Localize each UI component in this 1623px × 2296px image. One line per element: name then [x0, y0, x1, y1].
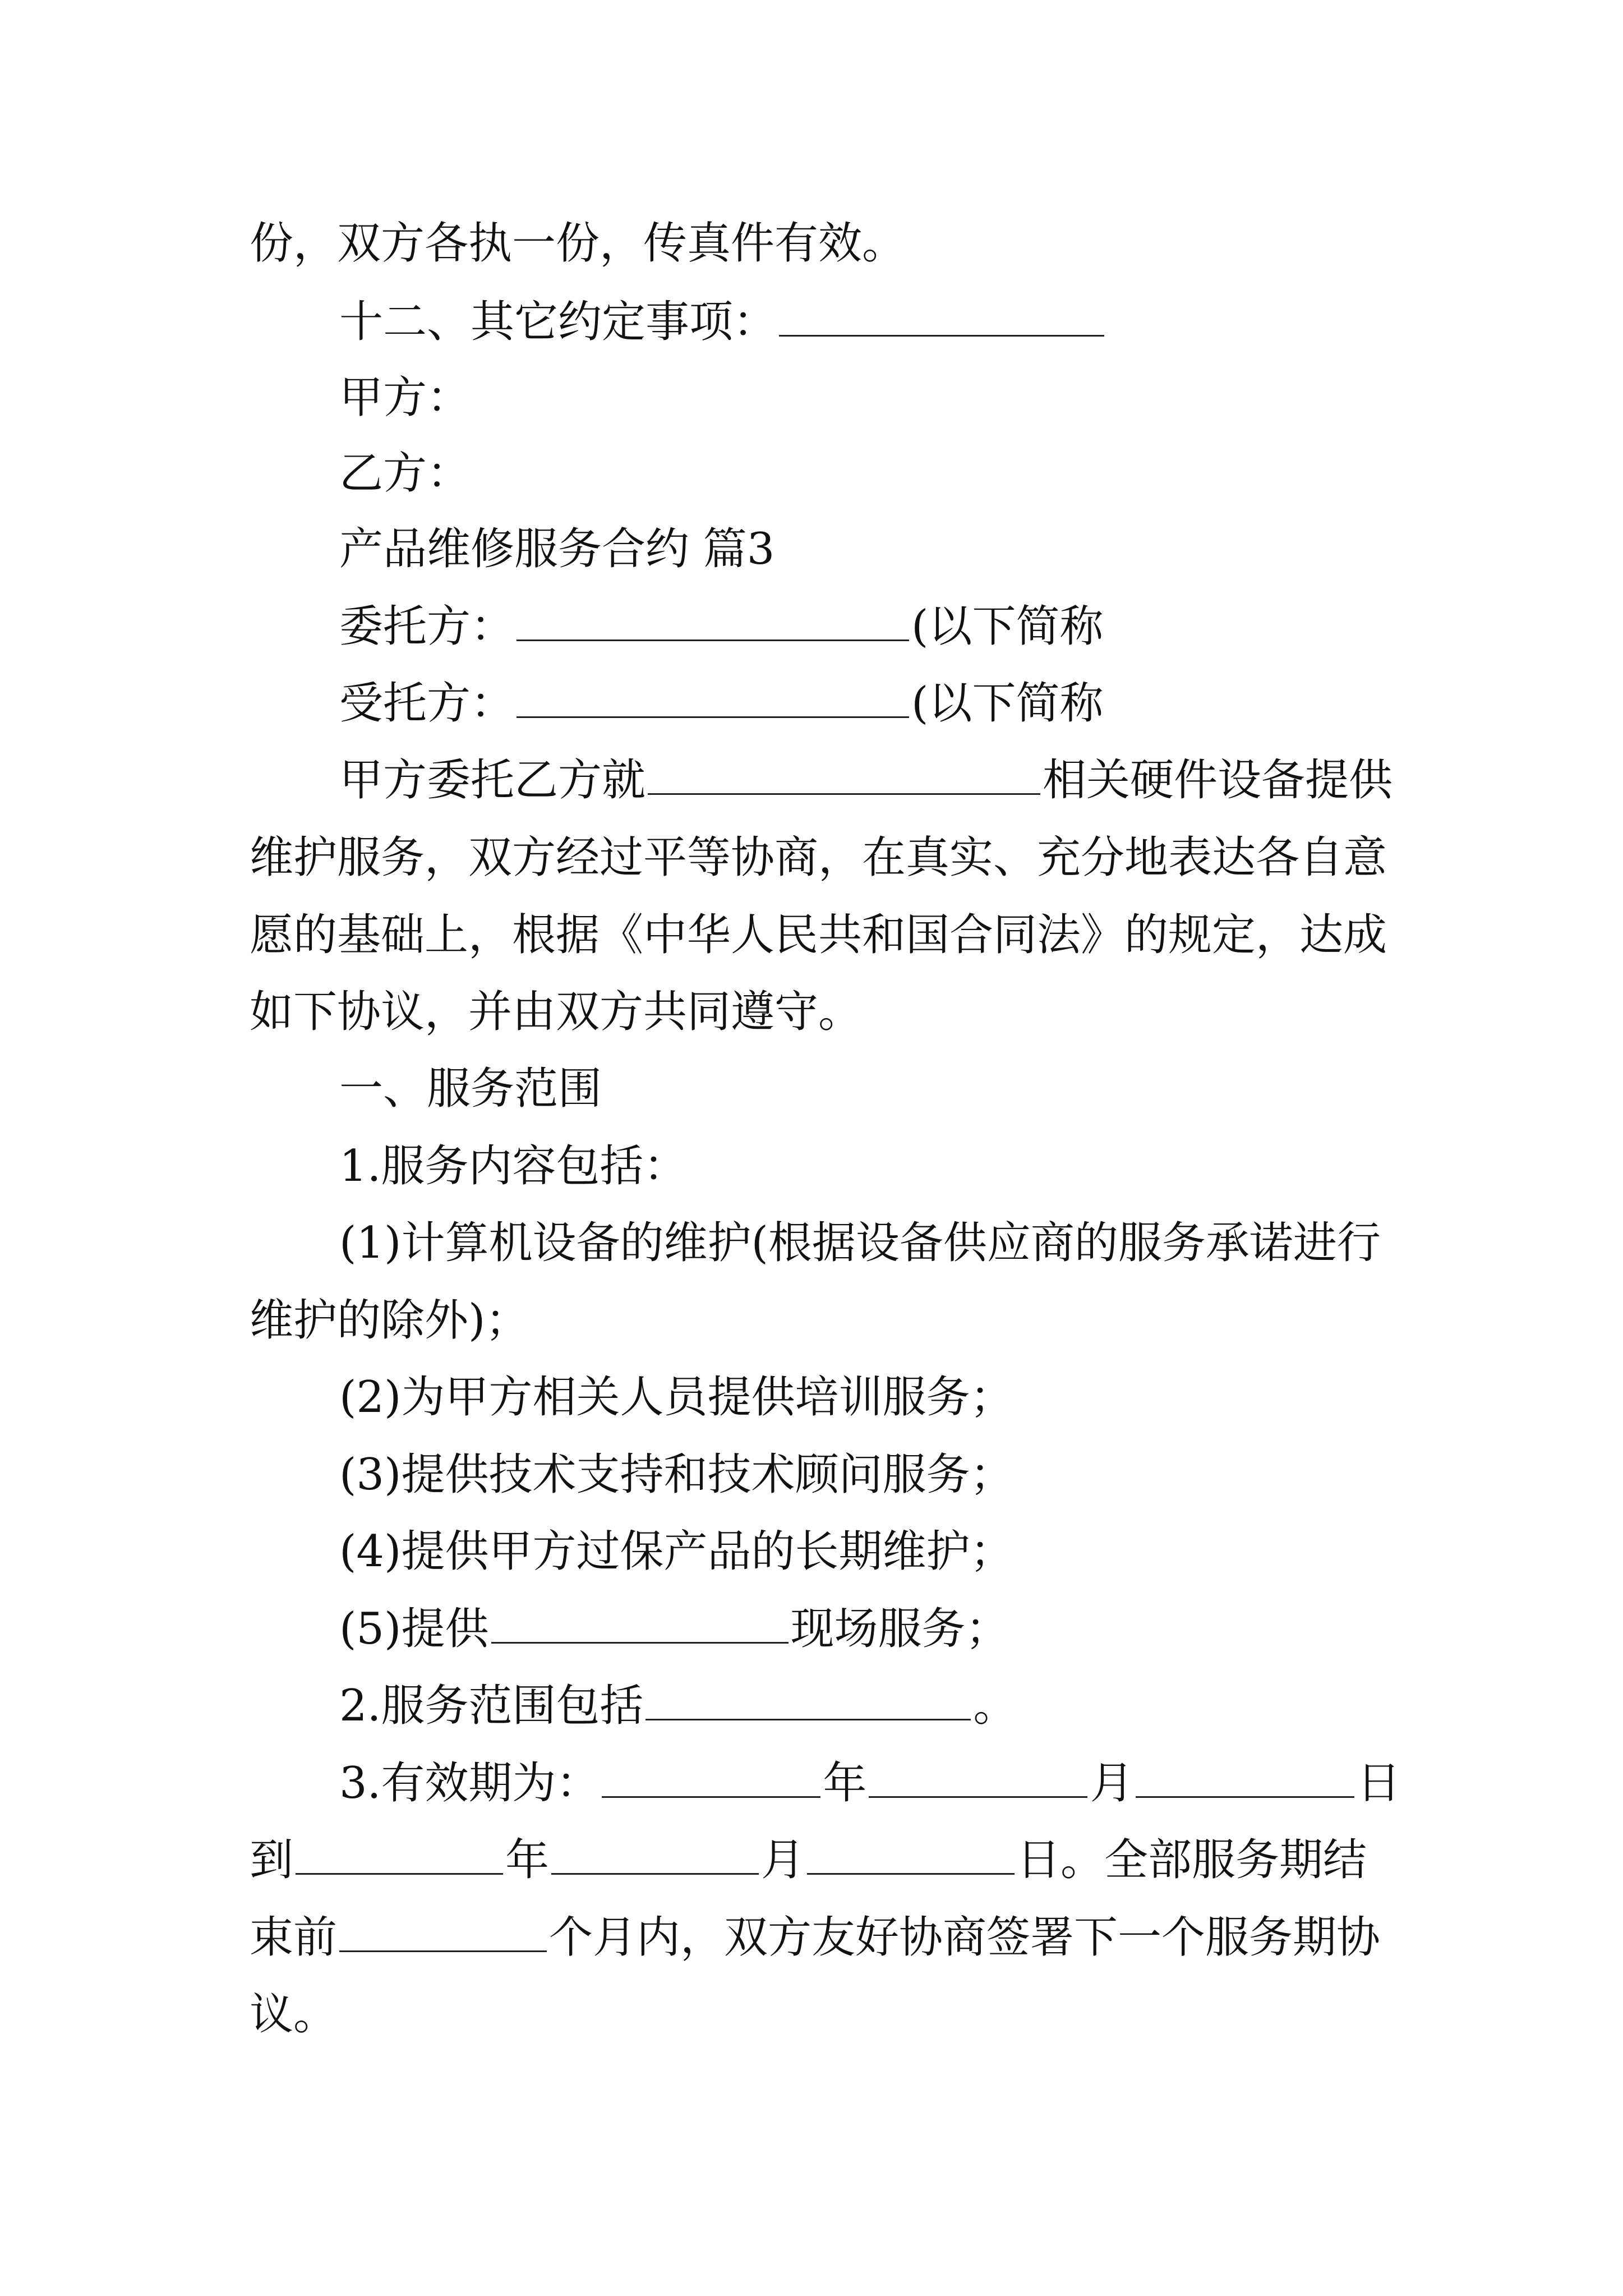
text: 维护的除外)； [250, 1295, 529, 1346]
text: 年 [505, 1835, 550, 1885]
blank-field[interactable] [645, 1718, 971, 1720]
text: 日 [1357, 1758, 1401, 1809]
text: 相关硬件设备提供 [1043, 755, 1393, 806]
list-item [339, 1204, 1394, 1282]
list-item [339, 1590, 1394, 1668]
text: (1)计算机设备的维护(根据设备供应商的服务承诺进行 [339, 1218, 1381, 1268]
text: 份，双方各执一份，传真件有效。 [250, 218, 906, 269]
text: 月 [1090, 1758, 1134, 1809]
text: (3)提供技术支持和技术顾问服务； [339, 1450, 1014, 1500]
paragraph-line [250, 1976, 1394, 2053]
text: 一、服务范围 [339, 1064, 602, 1114]
blank-field[interactable] [339, 1950, 547, 1952]
list-item [339, 1513, 1394, 1590]
text: 甲方委托乙方就 [339, 755, 646, 806]
party-a-line [339, 359, 1394, 436]
text: 束前 [250, 1912, 338, 1963]
text: 如下协议，并由双方共同遵守。 [250, 987, 863, 1037]
list-item [339, 1359, 1394, 1436]
text: 个月内，双方友好协商签署下一个服务期协 [549, 1912, 1381, 1963]
text: 委托方： [339, 601, 515, 652]
text: (以下简称 [911, 601, 1104, 652]
text: 1.服务内容包括： [339, 1141, 688, 1191]
text: 产品维修服务合约 篇3 [339, 524, 775, 574]
blank-field[interactable] [602, 1796, 820, 1798]
section-heading [339, 1050, 1394, 1128]
blank-field[interactable] [1136, 1796, 1354, 1798]
text: 受托方： [339, 678, 515, 729]
list-item [339, 1436, 1394, 1513]
blank-field[interactable] [517, 639, 909, 641]
text: 月 [761, 1835, 805, 1885]
paragraph-line [339, 742, 1394, 819]
client-line [339, 588, 1394, 665]
text: 现场服务； [790, 1604, 1009, 1654]
paragraph-line [250, 1821, 1394, 1899]
blank-field[interactable] [517, 716, 909, 718]
text: 维护服务，双方经过平等协商，在真实、充分地表达各自意 [250, 832, 1387, 883]
text: 乙方： [339, 448, 471, 499]
paragraph-line [250, 819, 1394, 896]
blank-field[interactable] [491, 1641, 789, 1644]
text: 年 [823, 1758, 867, 1809]
blank-field[interactable] [648, 793, 1040, 795]
clause-12-line [339, 283, 1394, 361]
text: 议。 [250, 1989, 338, 2040]
text: (4)提供甲方过保产品的长期维护； [339, 1526, 1014, 1577]
section-heading [339, 510, 1394, 588]
paragraph-line [250, 973, 1394, 1051]
list-item [339, 1745, 1401, 1822]
party-b-line [339, 435, 1394, 512]
blank-field[interactable] [779, 334, 1104, 337]
text: 甲方： [339, 372, 471, 423]
text: (2)为甲方相关人员提供培训服务； [339, 1372, 1014, 1423]
text: 2.服务范围包括 [339, 1681, 644, 1731]
blank-field[interactable] [296, 1872, 503, 1875]
blank-field[interactable] [807, 1872, 1015, 1875]
text: (以下简称 [911, 678, 1104, 729]
text: (5)提供 [339, 1604, 489, 1654]
paragraph-line [250, 896, 1394, 974]
text: 十二、其它约定事项： [339, 297, 777, 347]
text: 到 [250, 1835, 294, 1885]
text: 愿的基础上，根据《中华人民共和国合同法》的规定，达成 [250, 910, 1387, 960]
paragraph-line [250, 205, 1394, 282]
blank-field[interactable] [869, 1796, 1087, 1798]
text: 。 [973, 1681, 1017, 1731]
paragraph-line [250, 1282, 1394, 1359]
text: 日。全部服务期结 [1017, 1835, 1367, 1885]
list-item [339, 1128, 1394, 1205]
blank-field[interactable] [551, 1872, 759, 1875]
list-item [339, 1667, 1394, 1745]
paragraph-line [250, 1899, 1394, 1976]
text: 3.有效期为： [339, 1758, 600, 1809]
contractor-line [339, 665, 1394, 742]
